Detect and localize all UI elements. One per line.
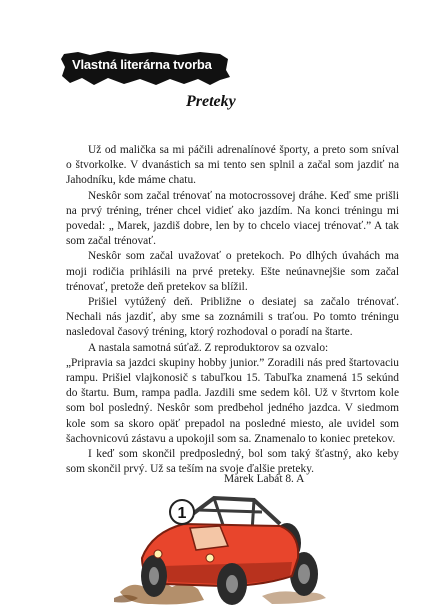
author-signature: Marek Labát 8. A	[224, 473, 305, 485]
car-number: 1	[177, 505, 187, 522]
story-paragraph: I keď som skončil predposledný, bol som taký šťastný, ako keby som skončil prvý. Už sa teším na svoje ďalšie preteky.	[66, 448, 399, 476]
story-paragraph: Neskôr som začal trénovať na motocrossovej dráhe. Keď sme prišli na prvý tréning, tréner chcel vidieť ako jazdím. Na konci tréningu mi povedal: „ Marek, jazdiš dobre, len by to chcelo viacej trénovať.” A tak som začal trénovať.	[66, 189, 399, 248]
story-title: Preteky	[186, 93, 236, 110]
section-banner	[60, 50, 232, 86]
story-paragraph: Prišiel vytúžený deň. Približne o desiatej sa začalo trénovať. Nechali nás jazdiť, aby sme sa zoznámili s traťou. Po tomto tréningu nasledoval časový tréning, ktorý rozhodoval o poradí na štarte.	[66, 296, 399, 339]
story-body	[66, 143, 399, 477]
race-buggy-icon	[112, 488, 342, 613]
story-paragraph: A nastala samotná súťaž. Z reproduktorov sa ozvalo:	[88, 341, 329, 354]
story-paragraph: „Pripravia sa jazdci skupiny hobby junior.” Zoradili nás pred štartovaciu rampu. Prišiel vlajkonosič s tabuľkou 15. Tabuľka znamená 15 sekúnd do štartu. Bum, rampa padla. Jazdili sme sedem kôl. Už v štvrtom kole som bol posledný. Neskôr som predbehol jedného jazdca. V siedmom kole som sa skoro opäť prepadol na posledné miesto, ale uvidel som šachovnicovú zástavu a upokojil som sa. Znamenalo to koniec pretekov.	[66, 356, 399, 445]
story-paragraph: Neskôr som začal uvažovať o pretekoch. Po dlhých úvahách ma moji rodičia prihlásili na prvé preteky. Ešte neúnavnejšie som začal trénovať, pretože deň pretekov sa blížil.	[66, 250, 399, 293]
story-paragraph: Už od malička sa mi páčili adrenalínové športy, a preto som sníval o štvorkolke. V dvanástich sa mi tento sen splnil a začal som jazdiť na Jahodníku, kde máme chatu.	[66, 144, 399, 187]
section-label: Vlastná literárna tvorba	[72, 57, 212, 72]
